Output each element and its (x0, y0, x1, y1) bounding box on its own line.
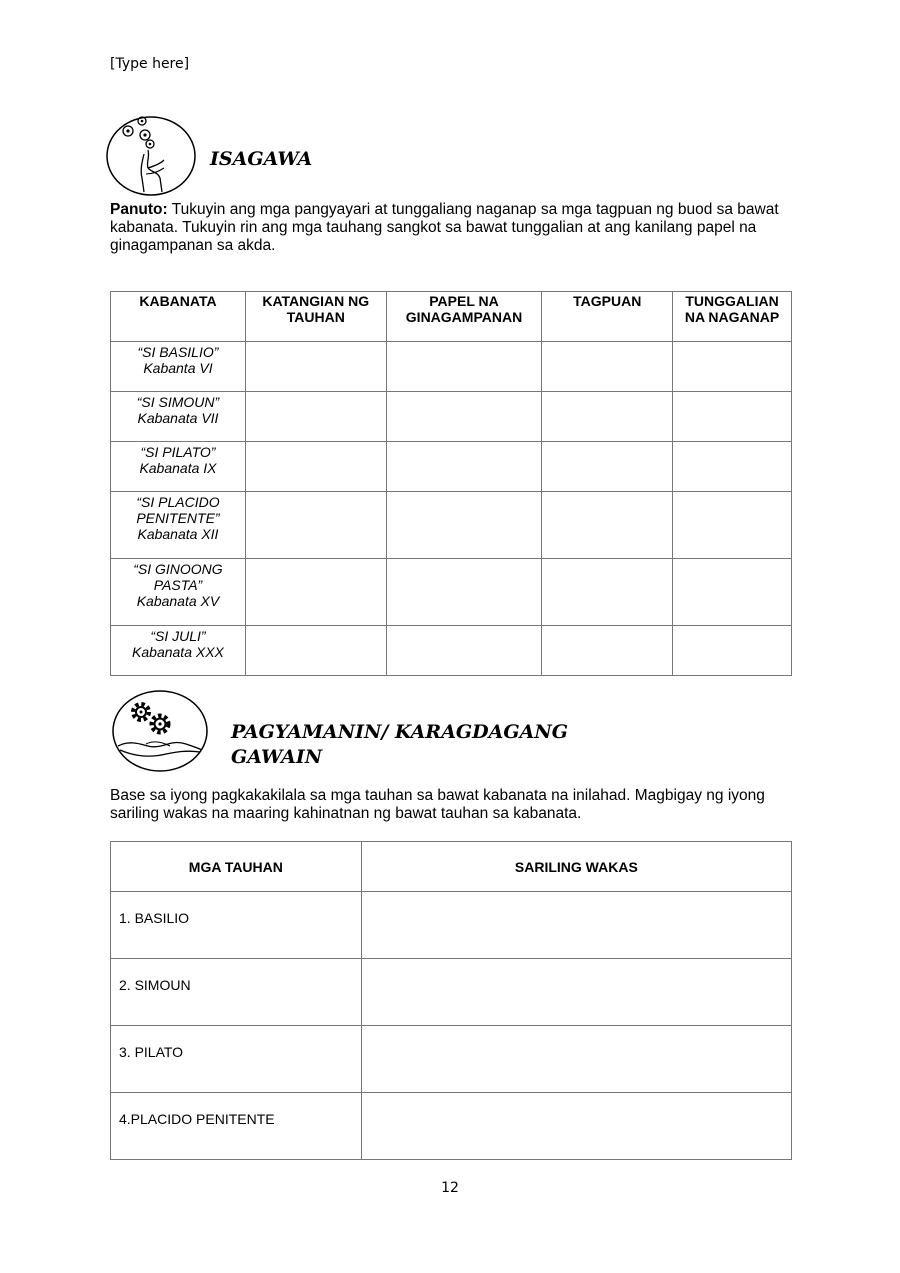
column-header: TAGPUAN (542, 292, 673, 342)
table-row (111, 626, 792, 676)
column-header: KABANATA (111, 292, 246, 342)
table-row (111, 1026, 792, 1093)
pagyamanin-instruction: Base sa iyong pagkakakilala sa mga tauhan sa bawat kabanata na inilahad. Magbigay ng iyong sariling wakas na maaring kahinatnan ng bawat tauhan sa kabanata. (110, 787, 765, 822)
table-row (111, 392, 792, 442)
pagyamanin-title: PAGYAMANIN/ KARAGDAGANG GAWAIN (231, 721, 568, 768)
table-row (111, 442, 792, 492)
open-hand-gears-icon (110, 688, 210, 774)
answer-cell[interactable] (386, 626, 542, 676)
table-row (111, 342, 792, 392)
answer-cell[interactable] (673, 492, 792, 559)
answer-cell[interactable] (361, 1093, 791, 1160)
chapter-cell: “SI BASILIO” Kabanta VI (111, 342, 246, 392)
answer-cell[interactable] (542, 492, 673, 559)
table-row (111, 559, 792, 626)
answer-cell[interactable] (245, 626, 386, 676)
chapter-cell: “SI GINOONG PASTA” Kabanata XV (111, 559, 246, 626)
table-row (111, 1093, 792, 1160)
answer-cell[interactable] (361, 959, 791, 1026)
table-header-row (111, 292, 792, 342)
answer-cell[interactable] (386, 492, 542, 559)
answer-cell[interactable] (542, 342, 673, 392)
answer-cell[interactable] (673, 559, 792, 626)
answer-cell[interactable] (245, 392, 386, 442)
table-row (111, 959, 792, 1026)
column-header: SARILING WAKAS (361, 842, 791, 892)
page-number: 12 (441, 1180, 459, 1196)
answer-cell[interactable] (386, 342, 542, 392)
hand-gears-icon (104, 114, 198, 198)
answer-cell[interactable] (245, 442, 386, 492)
chapter-cell: “SI PLACIDO PENITENTE” Kabanata XII (111, 492, 246, 559)
answer-cell[interactable] (245, 342, 386, 392)
answer-cell[interactable] (542, 442, 673, 492)
answer-cell[interactable] (673, 442, 792, 492)
character-cell: 4.PLACIDO PENITENTE (111, 1093, 362, 1160)
chapter-cell: “SI JULI” Kabanata XXX (111, 626, 246, 676)
column-header: TUNGGALIAN NA NAGANAP (673, 292, 792, 342)
header-placeholder: [Type here] (110, 56, 190, 72)
instruction-label: Panuto: (110, 201, 168, 218)
character-cell: 2. SIMOUN (111, 959, 362, 1026)
answer-cell[interactable] (673, 392, 792, 442)
pagyamanin-table (110, 841, 792, 1160)
answer-cell[interactable] (673, 626, 792, 676)
answer-cell[interactable] (386, 442, 542, 492)
answer-cell[interactable] (542, 626, 673, 676)
table-row (111, 492, 792, 559)
chapter-cell: “SI SIMOUN” Kabanata VII (111, 392, 246, 442)
answer-cell[interactable] (386, 392, 542, 442)
answer-cell[interactable] (361, 1026, 791, 1093)
chapter-cell: “SI PILATO” Kabanata IX (111, 442, 246, 492)
column-header: KATANGIAN NG TAUHAN (245, 292, 386, 342)
answer-cell[interactable] (361, 892, 791, 959)
table-header-row (111, 842, 792, 892)
column-header: MGA TAUHAN (111, 842, 362, 892)
answer-cell[interactable] (673, 342, 792, 392)
answer-cell[interactable] (542, 392, 673, 442)
instruction-text: Tukuyin ang mga pangyayari at tunggaliang naganap sa mga tagpuan ng buod sa bawat kabanata. Tukuyin rin ang mga tauhang sangkot sa bawat tunggalian at ang kanilang papel na ginagampanan sa akda. (110, 201, 779, 254)
isagawa-title: ISAGAWA (210, 148, 313, 170)
table-row (111, 892, 792, 959)
answer-cell[interactable] (245, 559, 386, 626)
answer-cell[interactable] (386, 559, 542, 626)
isagawa-table (110, 291, 792, 676)
answer-cell[interactable] (542, 559, 673, 626)
answer-cell[interactable] (245, 492, 386, 559)
character-cell: 1. BASILIO (111, 892, 362, 959)
isagawa-instruction (110, 201, 800, 255)
character-cell: 3. PILATO (111, 1026, 362, 1093)
column-header: PAPEL NA GINAGAMPANAN (386, 292, 542, 342)
